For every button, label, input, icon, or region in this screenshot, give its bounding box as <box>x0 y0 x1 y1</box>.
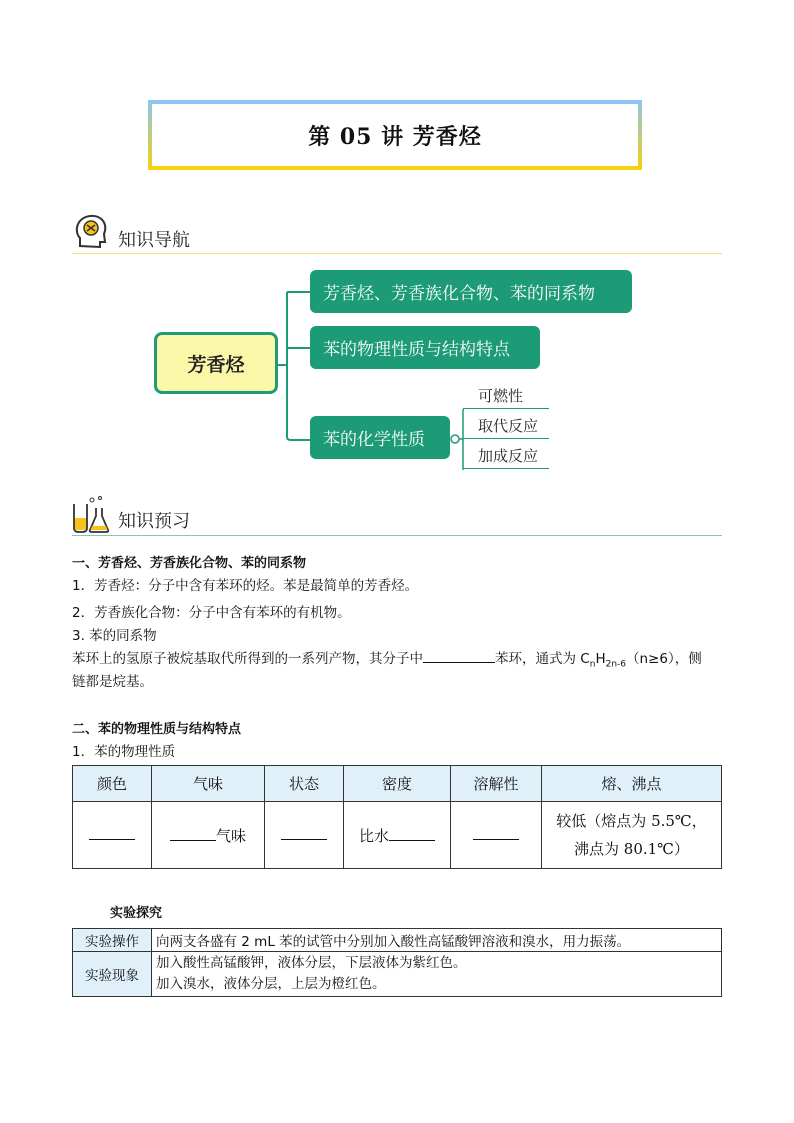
text-span: H <box>595 651 606 667</box>
mindmap-root: 芳香烃 <box>154 332 278 394</box>
part1-line1: 1．芳香烃：分子中含有苯环的烃。苯是最简单的芳香烃。 <box>72 578 419 594</box>
solubility-cell <box>451 802 542 869</box>
table-row <box>73 952 722 997</box>
melting-point-cell <box>542 802 722 869</box>
section-divider <box>72 253 722 254</box>
physical-properties-table <box>72 765 722 869</box>
text-span: 苯环上的氢原子被烷基取代所得到的一系列产物，其分子中 <box>72 651 423 667</box>
lesson-title-box <box>148 100 642 170</box>
table-header-row <box>73 766 722 802</box>
brain-icon <box>72 212 112 256</box>
part2-subheading: 1．苯的物理性质 <box>72 744 176 760</box>
cell-text: 较低（熔点为 5.5℃， <box>556 812 707 830</box>
mindmap-branch-2: 苯的物理性质与结构特点 <box>310 326 540 369</box>
part1-line3: 3. 苯的同系物 <box>72 628 157 644</box>
table-row <box>73 929 722 952</box>
obs-line: 加入溴水，液体分层，上层为橙红色。 <box>156 976 386 992</box>
section-title-preview: 知识预习 <box>118 511 190 532</box>
lab-flask-icon <box>70 494 110 538</box>
section-divider <box>72 535 722 536</box>
leaf-underline <box>463 408 549 409</box>
subscript: n <box>589 659 596 670</box>
mindmap-leaf-3: 加成反应 <box>478 447 539 465</box>
part2-heading: 二、苯的物理性质与结构特点 <box>72 722 242 737</box>
op-value: 向两支各盛有 2 mL 苯的试管中分别加入酸性高锰酸钾溶液和溴水，用力振荡。 <box>152 929 722 952</box>
leaf-underline <box>463 438 549 439</box>
header-cell: 状态 <box>265 766 344 802</box>
fill-blank[interactable] <box>423 662 495 663</box>
header-cell: 气味 <box>152 766 265 802</box>
mindmap-branch-1: 芳香烃、芳香族化合物、苯的同系物 <box>310 270 632 313</box>
fill-blank[interactable] <box>389 840 435 841</box>
color-cell <box>73 802 152 869</box>
part1-heading: 一、芳香烃、芳香族化合物、苯的同系物 <box>72 556 307 571</box>
fill-blank[interactable] <box>281 839 327 840</box>
part1-line4 <box>72 649 732 675</box>
subscript: 2n-6 <box>605 659 626 670</box>
text-span: 苯环，通式为 C <box>495 651 590 667</box>
obs-value <box>152 952 722 997</box>
part1-line5: 链都是烷基。 <box>72 674 153 690</box>
fill-blank[interactable] <box>170 840 216 841</box>
cell-text: 沸点为 80.1℃） <box>574 840 689 858</box>
section-title-nav: 知识导航 <box>118 230 190 251</box>
lesson-title: 第 05 讲 芳香烃 <box>308 123 482 150</box>
header-cell: 颜色 <box>73 766 152 802</box>
cell-text: 气味 <box>215 826 246 845</box>
mindmap-leaf-1: 可燃性 <box>478 387 524 405</box>
smell-cell <box>152 802 265 869</box>
table-row <box>73 802 722 869</box>
state-cell <box>265 802 344 869</box>
obs-key: 实验现象 <box>73 952 152 997</box>
cell-text: 比水 <box>358 826 389 845</box>
header-cell: 密度 <box>344 766 451 802</box>
mindmap-branch-3: 苯的化学性质 <box>310 416 450 459</box>
header-cell: 溶解性 <box>451 766 542 802</box>
op-key: 实验操作 <box>73 929 152 952</box>
fill-blank[interactable] <box>473 839 519 840</box>
leaf-underline <box>463 468 549 469</box>
experiment-label: 实验探究 <box>110 906 163 921</box>
header-cell: 熔、沸点 <box>542 766 722 802</box>
mindmap-leaf-2: 取代反应 <box>478 417 539 435</box>
experiment-table <box>72 928 722 997</box>
part1-line2: 2．芳香族化合物：分子中含有苯环的有机物。 <box>72 605 351 621</box>
text-span: （n≥6），侧 <box>626 651 702 667</box>
density-cell <box>344 802 451 869</box>
fill-blank[interactable] <box>89 839 135 840</box>
obs-line: 加入酸性高锰酸钾，液体分层，下层液体为紫红色。 <box>156 955 467 971</box>
